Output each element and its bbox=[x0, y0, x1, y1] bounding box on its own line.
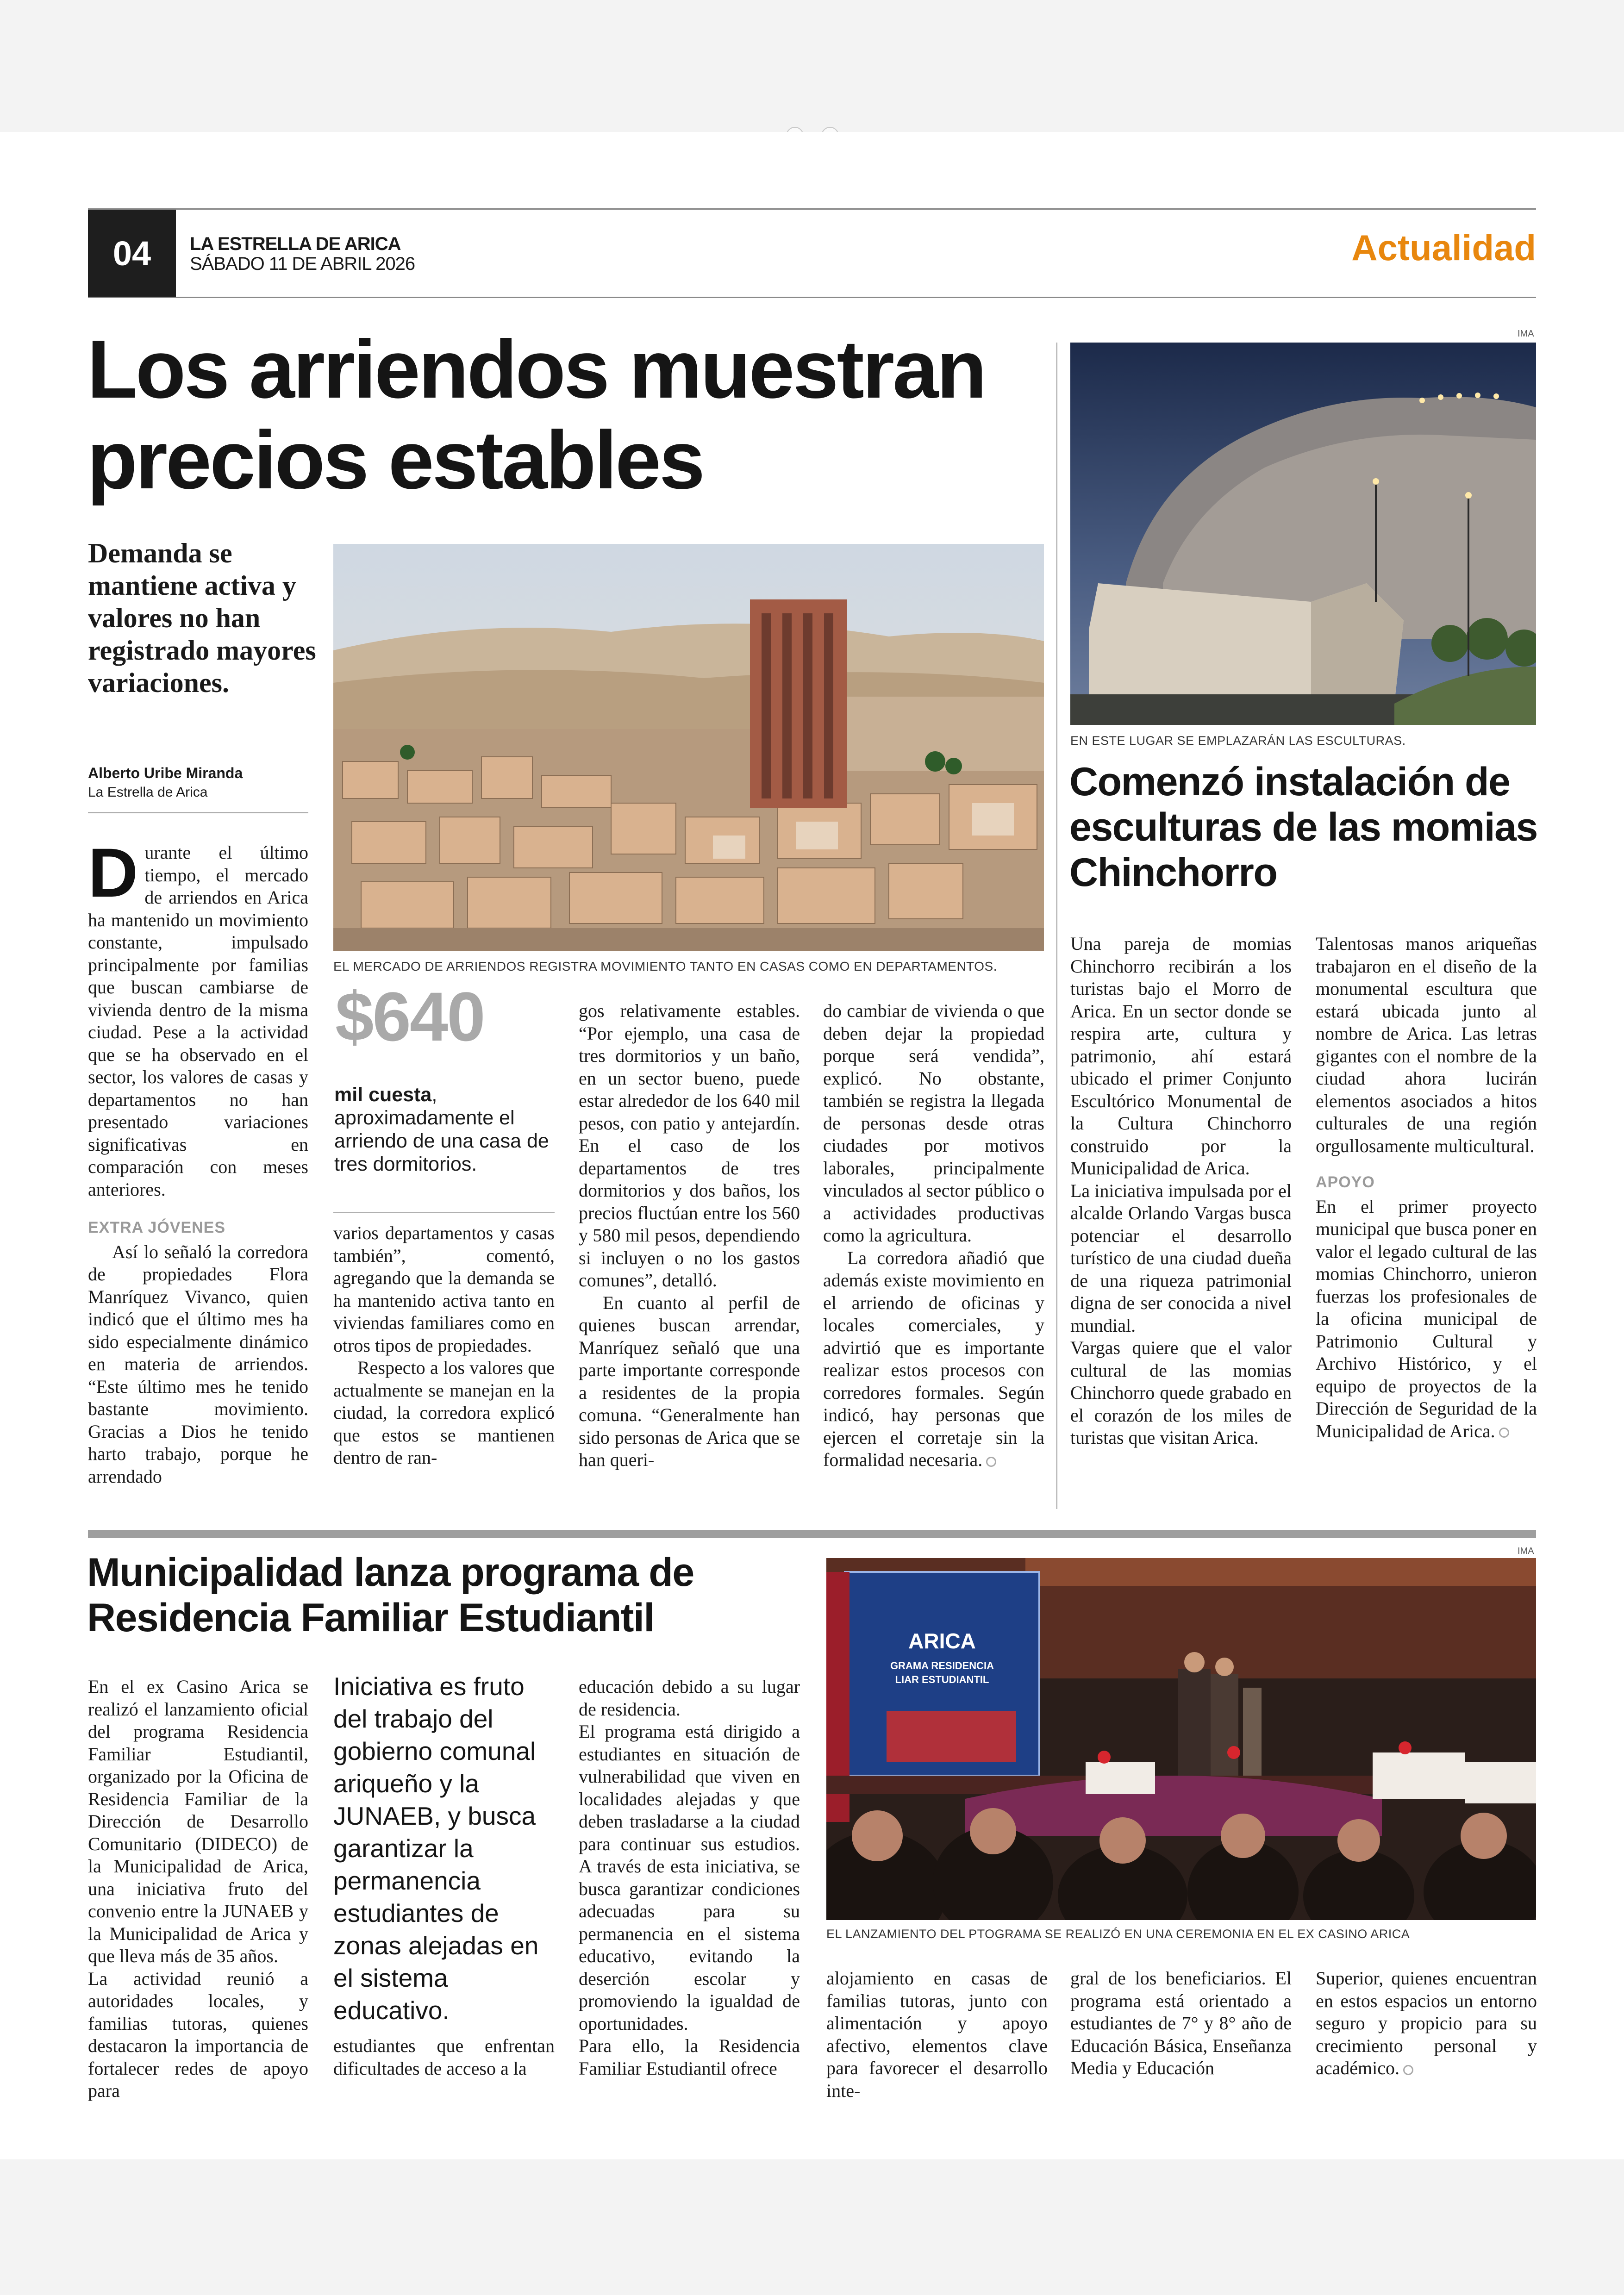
banner-title-2: LIAR ESTUDIANTIL bbox=[895, 1674, 989, 1685]
main-paragraph: La corredora añadió que además existe movimiento en el arriendo de oficinas y locales comerciales, y advirtió que es importante realizar estos procesos con corredores formales. Según indicó, hay personas que ejercen el corretaje sin la formalidad necesaria. bbox=[823, 1247, 1044, 1470]
byline-author: Alberto Uribe Miranda bbox=[88, 765, 243, 781]
bottom-photo-credit: IMA bbox=[1518, 1546, 1534, 1556]
byline-outlet: La Estrella de Arica bbox=[88, 785, 208, 800]
banner-title-1: GRAMA RESIDENCIA bbox=[890, 1660, 994, 1671]
pull-quote: Iniciativa es fruto del trabajo del gobierno comunal ariqueño y la JUNAEB, y busca garantizar la permanencia estudiantes de zonas alejadas en el sistema educativo. bbox=[333, 1672, 539, 2025]
main-column-3 bbox=[579, 1000, 800, 1472]
main-photo-caption: EL MERCADO DE ARRIENDOS REGISTRA MOVIMIENTO TANTO EN CASAS COMO EN DEPARTAMENTOS. bbox=[333, 959, 997, 973]
bottom-headline: Municipalidad lanza programa de Residencia Familiar Estudiantil bbox=[87, 1550, 694, 1640]
main-photo bbox=[333, 544, 1044, 951]
section-separator-bar bbox=[88, 1530, 1536, 1538]
section-name: Actualidad bbox=[1351, 227, 1536, 268]
side-paragraph: En el primer proyecto municipal que busca poner en valor el legado cultural de las momias Chinchorro, unieron fuerzas los profesionales de la oficina municipal de Patrimonio Cultural y Archivo Histórico, y el equipo de proyectos de la Dirección de Seguridad de la Municipalidad de Arica. bbox=[1316, 1196, 1537, 1441]
bottom-column-5 bbox=[1070, 1967, 1292, 2080]
side-paragraph: Talentosas manos ariqueñas trabajaron en el diseño de la monumental escultura que estará ubicada junto al nombre de Arica. Las letras gigantes con el nombre de la ciudad ahora lucirán elementos asociados a hitos culturales de una región orgullosamente multicultural. bbox=[1316, 933, 1537, 1156]
main-paragraph: gos relativamente estables. “Por ejemplo, una casa de tres dormitorios y un baño, en un sector bueno, puede estar alrededor de los 640 mil pesos, con patio y antejardín. En el caso de los departamentos de tres dormitorios y dos baños, los precios fluctúan entre los 560 y 580 mil pesos, dependiendo si incluyen o no los gastos comunes”, detalló. bbox=[579, 1000, 800, 1291]
main-paragraph: Respecto a los valores que actualmente se manejan en la ciudad, la corredora explicó que estos se mantienen dentro de ran- bbox=[333, 1357, 555, 1468]
bottom-paragraph: educación debido a su lugar de residencia. bbox=[579, 1676, 800, 1720]
side-paragraph: La iniciativa impulsada por el alcalde Orlando Vargas busca potenciar el desarrollo turístico de una ciudad dueña de una riqueza patrimonial digna de ser conocida a nivel mundial. bbox=[1070, 1180, 1292, 1336]
bottom-column-6 bbox=[1316, 1967, 1537, 2080]
bottom-paragraph: La actividad reunió a autoridades locales, y familias tutoras, quienes destacaron la importancia de fortalecer redes de apoyo para bbox=[88, 1968, 308, 2101]
masthead-bottom-rule bbox=[88, 297, 1536, 298]
page-number-badge bbox=[88, 210, 176, 298]
paper-name: LA ESTRELLA DE ARICA bbox=[190, 234, 401, 254]
main-paragraph: En cuanto al perfil de quienes buscan arrendar, Manríquez señaló que una parte importante corresponde a residentes de la propia comuna. “Generalmente han sido personas de Arica que se han queri- bbox=[579, 1292, 800, 1470]
end-mark-icon bbox=[1499, 1428, 1509, 1438]
bottom-column-4 bbox=[826, 1967, 1048, 2102]
bottom-photo bbox=[826, 1558, 1536, 1920]
side-column-2 bbox=[1316, 933, 1537, 1442]
issue-date: SÁBADO 11 DE ABRIL 2026 bbox=[190, 254, 415, 274]
end-mark-icon bbox=[1403, 2065, 1413, 2075]
side-photo-credit: IMA bbox=[1518, 329, 1534, 339]
main-column-1 bbox=[88, 834, 308, 1488]
side-photo-caption: EN ESTE LUGAR SE EMPLAZARÁN LAS ESCULTURAS. bbox=[1070, 734, 1406, 748]
fact-box-rule bbox=[333, 1212, 555, 1213]
main-headline: Los arriendos muestran precios estables bbox=[87, 323, 985, 506]
bottom-paragraph: Superior, quienes encuentran en estos espacios un entorno seguro y propicio para su crecimiento personal y académico. bbox=[1316, 1968, 1537, 2078]
kicker-apoyo: APOYO bbox=[1316, 1173, 1375, 1191]
column-divider bbox=[1056, 343, 1057, 1509]
bottom-paragraph: estudiantes que enfrentan dificultades de acceso a la bbox=[333, 2035, 555, 2079]
main-paragraph: varios departamentos y casas también”, comentó, agregando que la demanda se ha mantenido activa tanto en viviendas familiares como en otros tipos de propiedades. bbox=[333, 1222, 555, 1356]
side-photo bbox=[1070, 343, 1536, 725]
bottom-paragraph: En el ex Casino Arica se realizó el lanzamiento oficial del programa Residencia Familiar Estudiantil, organizado por la Oficina de Residencia Familiar de la Dirección de Desarrollo Comunitario (DIDECO) de la Municipalidad de Arica, una iniciativa fruto del convenio entre la JUNAEB y la Municipalidad de Arica y que lleva más de 35 años. bbox=[88, 1676, 308, 1966]
banner-city: ARICA bbox=[908, 1629, 976, 1653]
kicker-extra-jovenes: EXTRA JÓVENES bbox=[88, 1219, 226, 1236]
bottom-column-2 bbox=[333, 2035, 555, 2080]
main-paragraph: Así lo señaló la corredora de propiedades Flora Manríquez Vivanco, quien indicó que el último mes ha sido especialmente dinámico en materia de arriendos. “Este último mes he tenido bastante movimiento. Gracias a Dios he tenido harto trabajo, porque he arrendado bbox=[88, 1241, 308, 1487]
bottom-paragraph: El programa está dirigido a estudiantes en situación de vulnerabilidad que viven en localidades alejadas y que deben trasladarse a la ciudad para continuar sus estudios. A través de esta iniciativa, se busca garantizar condiciones adecuadas para su permanencia en el sistema educativo, evitando la deserción escolar y promoviendo la igualdad de oportunidades. bbox=[579, 1721, 800, 2034]
side-column-1 bbox=[1070, 933, 1292, 1449]
end-mark-icon bbox=[986, 1457, 996, 1467]
main-paragraph: do cambiar de vivienda o que deben dejar la propiedad porque será vendida”, explicó. No obstante, también se registra la llegada de personas desde otras ciudades por motivos laborales, principalmente vinculados al sector público o a actividades productivas como la agricultura. bbox=[823, 1000, 1044, 1246]
bottom-column-1 bbox=[88, 1676, 308, 2102]
morro-night-photo bbox=[1070, 343, 1536, 725]
side-paragraph: Vargas quiere que el valor cultural de las momias Chinchorro quede grabado en el corazón de los miles de turistas que visitan Arica. bbox=[1070, 1337, 1292, 1448]
bottom-paragraph: alojamiento en casas de familias tutoras, junto con alimentación y apoyo afectivo, elementos clave para favorecer el desarrollo inte- bbox=[826, 1968, 1048, 2101]
side-paragraph: Una pareja de momias Chinchorro recibirán a los turistas bajo el Morro de Arica. En un sector donde se respira arte, cultura y patrimonio, ahí estará ubicado el primer Conjunto Escultórico Monumental de la Cultura Chinchorro construido por la Municipalidad de Arica. bbox=[1070, 933, 1292, 1179]
main-column-2 bbox=[333, 1222, 555, 1469]
arica-housing-photo bbox=[333, 544, 1044, 951]
main-deck: Demanda se mantiene activa y valores no han registrado mayores variaciones. bbox=[88, 538, 316, 698]
fact-bold: mil cuesta bbox=[334, 1084, 432, 1106]
bottom-column-3 bbox=[579, 1676, 800, 2080]
masthead-top-rule bbox=[88, 208, 1536, 210]
drop-cap: D bbox=[88, 834, 138, 911]
fact-box-text: mil cuesta, aproximadamente el arriendo de una casa de tres dormitorios. bbox=[334, 1084, 549, 1175]
page-number: 04 bbox=[112, 234, 151, 273]
main-intro-paragraph: Durante el último tiempo, el mercado de arriendos en Arica ha mantenido un movimiento constante, impulsado principalmente por familias que buscan cambiarse de vivienda dentro de la misma ciudad. Pese a la actividad que se ha observado en el sector, los valores de casas y departamentos no han presentado variaciones significativas en comparación con meses anteriores. bbox=[88, 834, 308, 1200]
byline-rule bbox=[88, 812, 308, 813]
bottom-paragraph: Para ello, la Residencia Familiar Estudiantil ofrece bbox=[579, 2035, 800, 2079]
bottom-photo-caption: EL LANZAMIENTO DEL PTOGRAMA SE REALIZÓ EN UNA CEREMONIA EN EL EX CASINO ARICA bbox=[826, 1927, 1410, 1941]
fact-value: $640 bbox=[335, 978, 484, 1055]
main-column-4 bbox=[823, 1000, 1044, 1472]
bottom-paragraph: gral de los beneficiarios. El programa está orientado a estudiantes de 7° y 8° año de Educación Básica, Enseñanza Media y Educación bbox=[1070, 1968, 1292, 2078]
ceremony-photo bbox=[826, 1558, 1536, 1920]
side-headline: Comenzó instalación de esculturas de las momias Chinchorro bbox=[1069, 760, 1537, 895]
